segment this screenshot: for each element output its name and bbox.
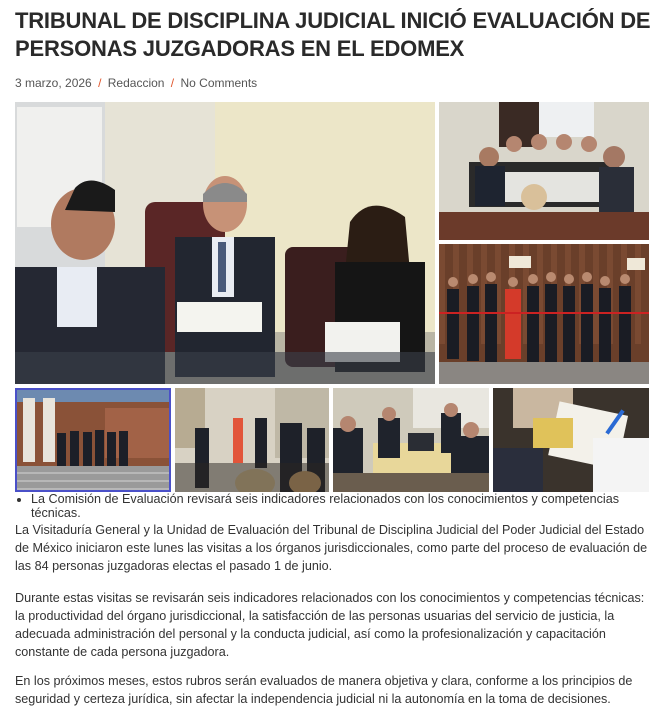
comments-link[interactable]: No Comments <box>180 76 258 90</box>
paragraph-2: Durante estas visitas se revisarán seis indicadores relacionados con los conocimientos y competencias técnicas: la productividad del órgano jurisdiccional, la satisfacción de las personas usuarias del servicio de justicia, la adecuada administración del personal y la conducta judicial, así como la profesionalización y capacitación constante de cada persona juzgadora. <box>15 591 645 659</box>
conference-table-photo[interactable] <box>439 102 649 240</box>
main-photo[interactable] <box>15 102 435 384</box>
paragraph-1: La Visitaduría General y la Unidad de Evaluación del Tribunal de Disciplina Judicial del Poder Judicial del Estado de México iniciaron este lunes las visitas a los órganos jurisdiccionales, como parte del proceso de evaluación de las 84 personas juzgadoras electas el pasado 1 de junio. <box>15 523 648 573</box>
meta-separator: / <box>170 76 175 90</box>
thumbnail-signing[interactable] <box>493 388 649 492</box>
meta-separator: / <box>98 76 102 90</box>
summary-bullet <box>17 492 663 520</box>
thumbnail-building[interactable] <box>15 388 171 492</box>
thumbnail-office[interactable] <box>333 388 489 492</box>
article-title: TRIBUNAL DE DISCIPLINA JUDICIAL INICIÓ EVALUACIÓN DE PERSONAS JUZGADORAS EN EL EDOMEX <box>15 8 651 61</box>
post-meta <box>15 76 257 90</box>
author-link[interactable]: Redaccion <box>107 76 165 90</box>
bullet-item: • La Comisión de Evaluación revisará seis indicadores relacionados con los conocimientos y competencias técnicas. <box>31 492 663 520</box>
post-date: 3 marzo, 2026 <box>15 76 92 90</box>
paragraph-3: En los próximos meses, estos rubros serán evaluados de manera objetiva y clara, conforme a los principios de seguridad y certeza jurídica, sin afectar la independencia judicial ni la autonomía en la toma de decisiones. <box>15 674 633 706</box>
ribbon-cutting-photo[interactable] <box>439 244 649 384</box>
thumbnail-hallway[interactable] <box>175 388 329 492</box>
